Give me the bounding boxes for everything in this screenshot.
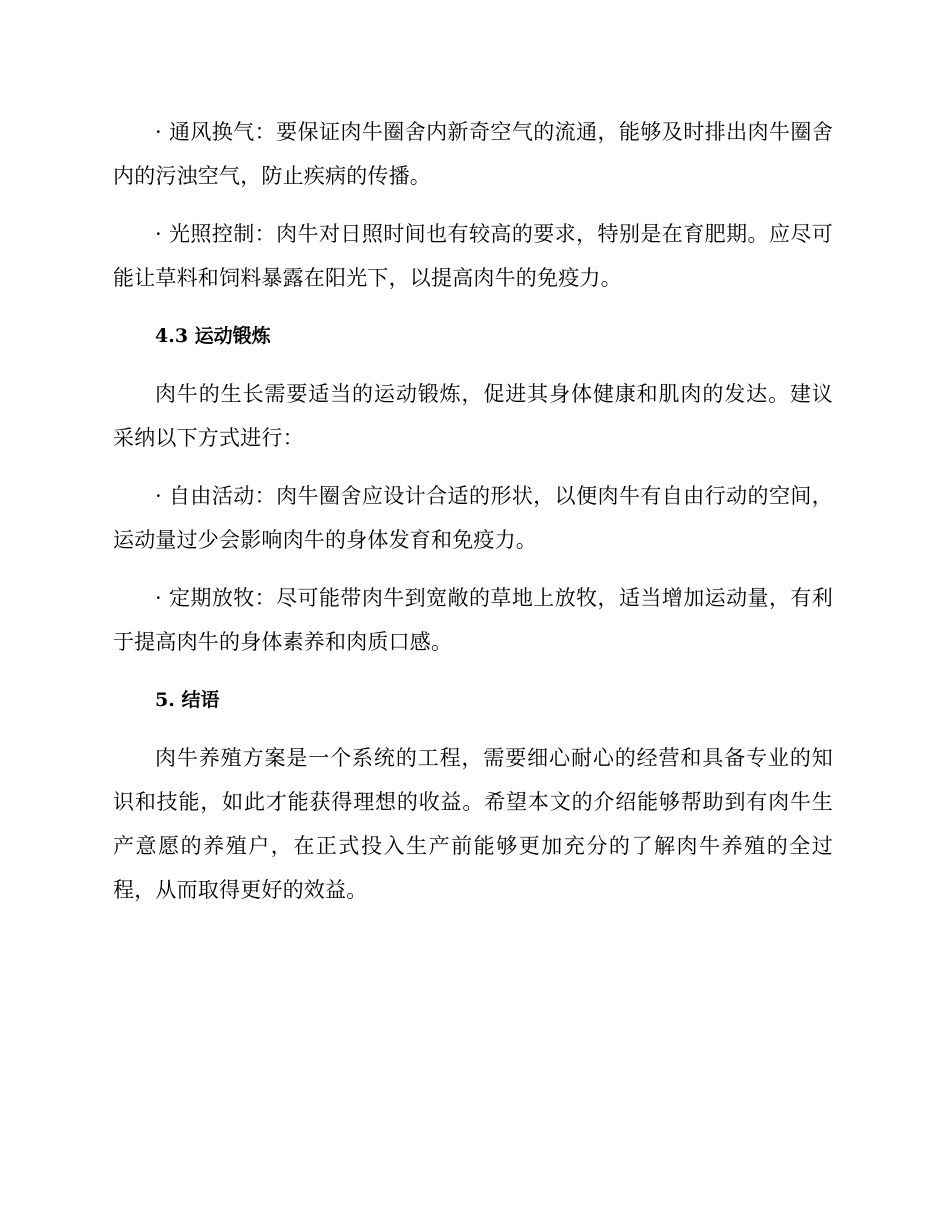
- paragraph-conclusion: 肉牛养殖方案是一个系统的工程，需要细心耐心的经营和具备专业的知识和技能，如此才能获得理想的收益。希望本文的介绍能够帮助到有肉牛生产意愿的养殖户，在正式投入生产前能够更加充分的了解肉牛养殖的全过程，从而取得更好的效益。: [113, 746, 833, 902]
- paragraph-ventilation: · 通风换气：要保证肉牛圈舍内新奇空气的流通，能够及时排出肉牛圈舍内的污浊空气，防止疾病的传播。: [113, 120, 833, 188]
- document-page: [113, 110, 833, 926]
- paragraph-lighting-control: · 光照控制：肉牛对日照时间也有较高的要求，特别是在育肥期。应尽可能让草料和饲料暴露在阳光下，以提高肉牛的免疫力。: [113, 222, 833, 290]
- section-heading-conclusion: 5. 结语: [155, 689, 220, 711]
- paragraph-free-activity: · 自由活动：肉牛圈舍应设计合适的形状，以便肉牛有自由行动的空间，运动量过少会影响肉牛的身体发育和免疫力。: [113, 484, 833, 552]
- section-heading-exercise: 4.3 运动锻炼: [155, 325, 271, 347]
- paragraph-exercise-intro: 肉牛的生长需要适当的运动锻炼，促进其身体健康和肌肉的发达。建议采纳以下方式进行：: [113, 382, 833, 450]
- paragraph-regular-grazing: · 定期放牧：尽可能带肉牛到宽敞的草地上放牧，适当增加运动量，有利于提高肉牛的身体素养和肉质口感。: [113, 586, 833, 654]
